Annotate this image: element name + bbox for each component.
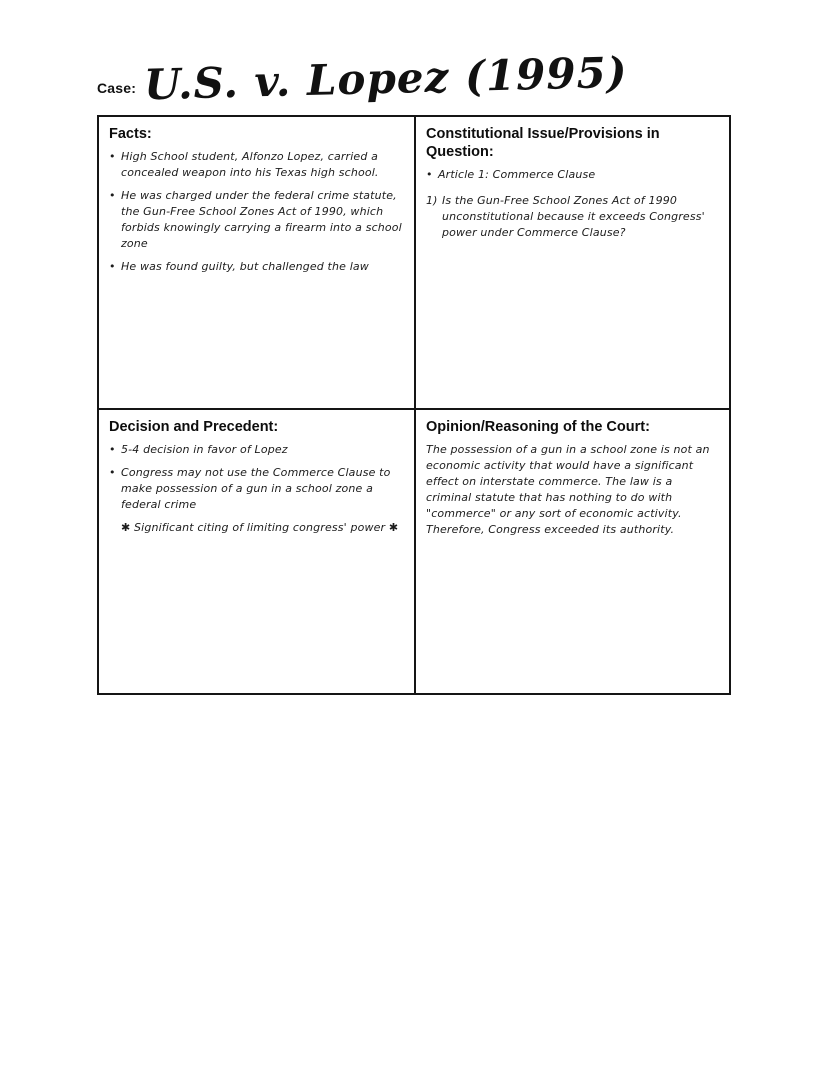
issue-question [426, 193, 717, 241]
decision-bullet [109, 520, 402, 536]
opinion-paragraph: The possession of a gun in a school zone is not an economic activity that would have a significant effect on interstate commerce. The law is a criminal statute that has nothing to do with "commerce" or any sort of economic activity. Therefore, Congress exceeded its authority. [426, 443, 710, 536]
issue-question-number: 1) [426, 194, 438, 208]
facts-bullet-text: High School student, Alfonzo Lopez, carried a concealed weapon into his Texas high school. [121, 150, 379, 180]
bullet-icon: • [109, 466, 116, 480]
case-brief-table [97, 115, 731, 695]
title-row [97, 47, 629, 110]
bullet-icon: • [426, 168, 433, 182]
issue-header: Constitutional Issue/Provisions in Question: [426, 126, 660, 161]
decision-bullet-list [109, 442, 402, 536]
issue-bullet-text: Article 1: Commerce Clause [438, 168, 596, 182]
decision-bullet-text: 5-4 decision in favor of Lopez [121, 443, 288, 457]
case-title-handwritten: U.S. v. Lopez (1995) [143, 47, 629, 110]
decision-header: Decision and Precedent: [109, 419, 279, 435]
decision-bullet-text: ✱ Significant citing of limiting congress' power ✱ [121, 520, 399, 534]
opinion-cell [416, 410, 729, 693]
decision-cell [99, 410, 416, 693]
facts-bullet [109, 149, 402, 181]
bullet-icon: • [109, 150, 116, 164]
decision-bullet [109, 465, 402, 513]
issue-question-text: Is the Gun-Free School Zones Act of 1990 unconstitutional because it exceeds Congress' power under Commerce Clause? [442, 194, 705, 240]
case-label: Case: [97, 80, 137, 96]
issue-bullet-list [426, 167, 717, 183]
bullet-icon: • [109, 443, 116, 457]
decision-bullet-text: Congress may not use the Commerce Clause to make possession of a gun in a school zone a federal crime [121, 466, 391, 511]
bullet-icon: • [109, 259, 116, 273]
facts-header: Facts: [109, 126, 152, 142]
opinion-header: Opinion/Reasoning of the Court: [426, 419, 650, 435]
facts-cell [99, 117, 416, 410]
facts-bullet-text: He was charged under the federal crime statute, the Gun-Free School Zones Act of 1990, which forbids knowingly carrying a firearm into a school zone [121, 189, 402, 250]
facts-bullet-text: He was found guilty, but challenged the law [121, 259, 369, 273]
bullet-icon: • [109, 189, 116, 202]
facts-bullet-list [109, 149, 402, 275]
issue-cell [416, 117, 729, 410]
issue-bullet [426, 167, 717, 183]
decision-bullet [109, 442, 402, 458]
facts-bullet [109, 259, 402, 275]
facts-bullet [109, 188, 402, 252]
